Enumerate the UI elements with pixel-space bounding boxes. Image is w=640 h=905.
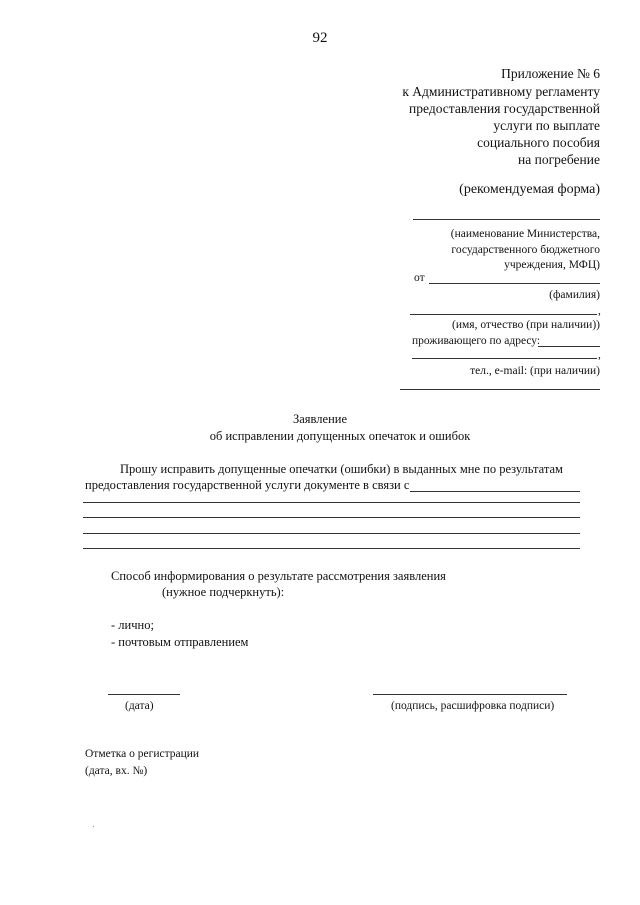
contact-hint: тел., e-mail: (при наличии) xyxy=(470,365,600,377)
contact-line xyxy=(400,389,600,390)
reason-line-3 xyxy=(83,517,580,518)
org-hint-line-3: учреждения, МФЦ) xyxy=(504,259,600,271)
appendix-line-3: предоставления государственной xyxy=(409,101,600,116)
option-by-mail: - почтовым отправлением xyxy=(111,635,249,649)
name-line-comma: , xyxy=(598,305,601,317)
org-hint-line-2: государственного бюджетного xyxy=(451,244,600,256)
appendix-line-1: Приложение № 6 xyxy=(501,66,600,81)
date-line xyxy=(108,694,180,695)
page-number: 92 xyxy=(312,30,328,46)
from-label: от xyxy=(414,272,425,284)
reason-line-4 xyxy=(83,533,580,534)
surname-line xyxy=(429,283,600,284)
address-line-comma: , xyxy=(598,349,601,361)
request-line-1: Прошу исправить допущенные опечатки (ошибки) в выданных мне по результатам xyxy=(120,463,563,476)
registration-line-2: (дата, вх. №) xyxy=(85,765,148,777)
document-title: Заявление xyxy=(292,412,347,426)
reason-line-1 xyxy=(410,491,580,492)
reason-line-2 xyxy=(83,502,580,503)
scan-speck xyxy=(93,826,94,827)
registration-line-1: Отметка о регистрации xyxy=(85,748,200,760)
appendix-line-5: социального пособия xyxy=(477,135,600,150)
option-personally: - лично; xyxy=(111,618,154,632)
address-line-2 xyxy=(412,358,597,359)
org-name-line xyxy=(413,219,600,220)
signature-hint: (подпись, расшифровка подписи) xyxy=(391,700,555,712)
name-hint: (имя, отчество (при наличии)) xyxy=(452,319,600,331)
surname-hint: (фамилия) xyxy=(549,289,600,301)
reason-line-5 xyxy=(83,548,580,549)
notification-line-1: Способ информирования о результате рассмотрения заявления xyxy=(111,569,446,583)
signature-line xyxy=(373,694,567,695)
notification-line-2: (нужное подчеркнуть): xyxy=(162,585,285,599)
form-type-note: (рекомендуемая форма) xyxy=(459,182,600,197)
address-label: проживающего по адресу: xyxy=(412,335,541,347)
appendix-line-4: услуги по выплате xyxy=(493,118,600,133)
document-subtitle: об исправлении допущенных опечаток и ошибок xyxy=(209,429,471,443)
appendix-line-6: на погребение xyxy=(518,152,600,167)
request-line-2: предоставления государственной услуги документе в связи с xyxy=(85,478,410,492)
org-hint-line-1: (наименование Министерства, xyxy=(450,228,600,240)
name-line xyxy=(410,314,597,315)
date-hint: (дата) xyxy=(125,700,154,712)
address-line-1 xyxy=(538,346,600,347)
appendix-line-2: к Административному регламенту xyxy=(402,84,600,99)
